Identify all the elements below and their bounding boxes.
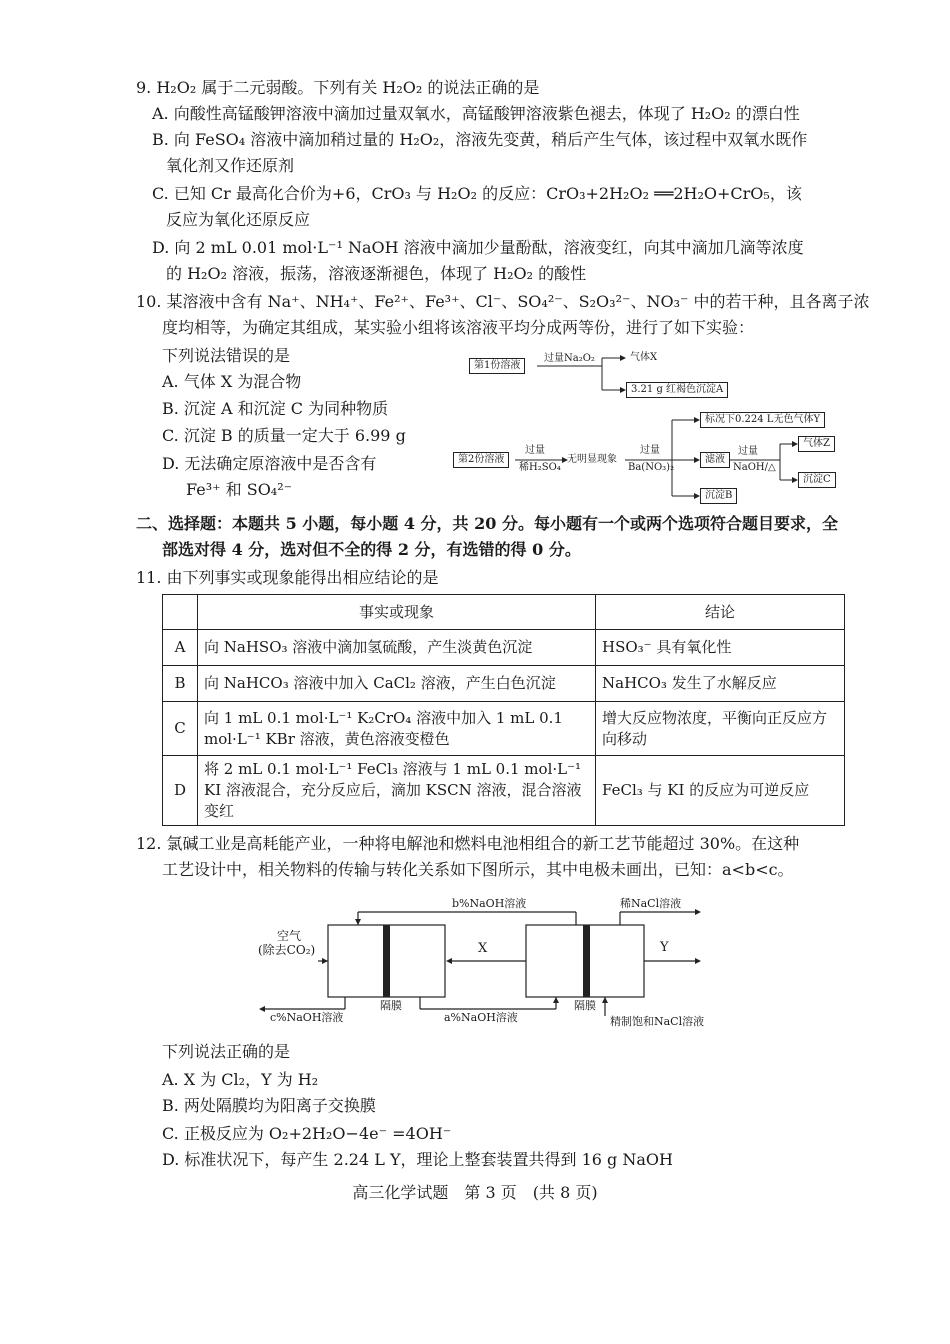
row-conclusion: 增大反应物浓度，平衡向正反应方向移动 bbox=[596, 702, 845, 756]
row-conclusion: FeCl₃ 与 KI 的反应为可逆反应 bbox=[596, 756, 845, 826]
q9-option-d-cont: 的 H₂O₂ 溶液，振荡，溶液逐渐褪色，体现了 H₂O₂ 的酸性 bbox=[166, 264, 587, 283]
q9-stem: 9. H₂O₂ 属于二元弱酸。下列有关 H₂O₂ 的说法正确的是 bbox=[136, 78, 540, 97]
flow-gas-z-box: 气体Z bbox=[798, 436, 835, 452]
label-membrane1: 隔膜 bbox=[380, 999, 402, 1012]
q9-option-d: D. 向 2 mL 0.01 mol·L⁻¹ NaOH 溶液中滴加少量酚酞，溶液变红，向其中滴加几滴等浓度 bbox=[152, 238, 804, 257]
label-y: Y bbox=[660, 940, 669, 955]
flow-reagent3a: 过量 bbox=[640, 445, 660, 456]
q9-option-a: A. 向酸性高锰酸钾溶液中滴加过量双氧水，高锰酸钾溶液紫色褪去，体现了 H₂O₂ 的漂白性 bbox=[152, 104, 800, 123]
q11-stem: 11. 由下列事实或现象能得出相应结论的是 bbox=[136, 568, 439, 587]
flow-part2-box: 第2份溶液 bbox=[453, 452, 509, 468]
label-x: X bbox=[478, 941, 488, 956]
q10-stem: 10. 某溶液中含有 Na⁺、NH₄⁺、Fe²⁺、Fe³⁺、Cl⁻、SO₄²⁻、S₂O₃²⁻、NO₃⁻ 中的若干种，且各离子浓 bbox=[136, 292, 870, 311]
q12-stem: 12. 氯碱工业是高耗能产业，一种将电解池和燃料电池相组合的新工艺节能超过 30%。在这种 bbox=[136, 834, 800, 853]
label-c-naoh: c%NaOH溶液 bbox=[270, 1011, 344, 1024]
label-a-naoh: a%NaOH溶液 bbox=[444, 1011, 518, 1024]
row-label: C bbox=[163, 702, 198, 756]
flow-reagent2a: 过量 bbox=[525, 445, 545, 456]
q9-option-c: C. 已知 Cr 最高化合价为+6，CrO₃ 与 H₂O₂ 的反应：CrO₃+2H₂O₂ ══2H₂O+CrO₅，该 bbox=[152, 184, 802, 203]
flow-ppt-b-box: 沉淀B bbox=[700, 488, 737, 504]
row-label: D bbox=[163, 756, 198, 826]
q12-option-b: B. 两处隔膜均为阳离子交换膜 bbox=[162, 1096, 376, 1115]
label-air: 空气 bbox=[277, 929, 302, 943]
q10-option-c: C. 沉淀 B 的质量一定大于 6.99 g bbox=[162, 426, 406, 445]
q9-option-b: B. 向 FeSO₄ 溶液中滴加稍过量的 H₂O₂，溶液先变黄，稍后产生气体，该过程中双氧水既作 bbox=[152, 130, 808, 149]
row-conclusion: HSO₃⁻ 具有氧化性 bbox=[596, 630, 845, 666]
flow-filtrate-box: 滤液 bbox=[700, 452, 730, 468]
q9-option-c-cont: 反应为氧化还原反应 bbox=[166, 210, 311, 229]
q12-ask: 下列说法正确的是 bbox=[162, 1042, 291, 1061]
table-header-conclusion: 结论 bbox=[596, 595, 845, 630]
flow-reagent4a: 过量 bbox=[738, 446, 758, 457]
label-sat-nacl: 精制饱和NaCl溶液 bbox=[610, 1015, 705, 1028]
table-header-fact: 事实或现象 bbox=[198, 595, 596, 630]
row-conclusion: NaHCO₃ 发生了水解反应 bbox=[596, 666, 845, 702]
label-dilute-nacl: 稀NaCl溶液 bbox=[620, 897, 682, 910]
q10-option-a: A. 气体 X 为混合物 bbox=[162, 372, 302, 391]
q12-option-d: D. 标准状况下，每产生 2.24 L Y，理论上整套装置共得到 16 g NaOH bbox=[162, 1150, 673, 1169]
flow-reagent1: 过量Na₂O₂ bbox=[544, 353, 595, 364]
label-membrane2: 隔膜 bbox=[574, 999, 596, 1012]
row-fact: 向 NaHSO₃ 溶液中滴加氢硫酸，产生淡黄色沉淀 bbox=[198, 630, 596, 666]
flow-part1-box: 第1份溶液 bbox=[469, 358, 525, 374]
row-fact: 向 NaHCO₃ 溶液中加入 CaCl₂ 溶液，产生白色沉淀 bbox=[198, 666, 596, 702]
row-label: A bbox=[163, 630, 198, 666]
q10-ask: 下列说法错误的是 bbox=[162, 346, 291, 365]
q10-option-d: D. 无法确定原溶液中是否含有 bbox=[162, 454, 377, 473]
q12-option-a: A. X 为 Cl₂，Y 为 H₂ bbox=[162, 1070, 319, 1089]
q10-option-b: B. 沉淀 A 和沉淀 C 为同种物质 bbox=[162, 399, 389, 418]
flow-ppt-a-box: 3.21 g 红褐色沉淀A bbox=[626, 382, 728, 398]
page-footer: 高三化学试题 第 3 页 (共 8 页) bbox=[352, 1183, 598, 1202]
row-fact: 将 2 mL 0.1 mol·L⁻¹ FeCl₃ 溶液与 1 mL 0.1 mol·L⁻¹ KI 溶液混合，充分反应后，滴加 KSCN 溶液，混合溶液变红 bbox=[198, 756, 596, 826]
label-b-naoh: b%NaOH溶液 bbox=[452, 897, 527, 910]
flow-gas-x: 气体X bbox=[630, 352, 658, 363]
flow-reagent4b: NaOH/△ bbox=[733, 462, 776, 473]
flow-no-phenomenon: 无明显现象 bbox=[567, 454, 617, 465]
flow-gas-y-box: 标况下0.224 L无色气体Y bbox=[700, 412, 825, 428]
row-fact: 向 1 mL 0.1 mol·L⁻¹ K₂CrO₄ 溶液中加入 1 mL 0.1 mol·L⁻¹ KBr 溶液，黄色溶液变橙色 bbox=[198, 702, 596, 756]
flow-ppt-c-box: 沉淀C bbox=[798, 472, 836, 488]
q10-stem-cont: 度均相等，为确定其组成，某实验小组将该溶液平均分成两等份，进行了如下实验： bbox=[162, 318, 755, 337]
section2-header-cont: 部选对得 4 分，选对但不全的得 2 分，有选错的得 0 分。 bbox=[162, 540, 581, 559]
section2-header: 二、选择题：本题共 5 小题，每小题 4 分，共 20 分。每小题有一个或两个选项符合题目要求，全 bbox=[136, 514, 838, 533]
q12-stem-cont: 工艺设计中，相关物料的传输与转化关系如下图所示，其中电极未画出，已知：a<b<c。 bbox=[162, 860, 794, 879]
q12-option-c: C. 正极反应为 O₂+2H₂O−4e⁻ =4OH⁻ bbox=[162, 1124, 452, 1143]
label-remove-co2: (除去CO₂) bbox=[258, 943, 316, 957]
flow-reagent3b: Ba(NO₃)₂ bbox=[628, 462, 675, 473]
q9-option-b-cont: 氧化剂又作还原剂 bbox=[166, 156, 295, 175]
q10-option-d-cont: Fe³⁺ 和 SO₄²⁻ bbox=[186, 480, 293, 499]
row-label: B bbox=[163, 666, 198, 702]
flow-reagent2b: 稀H₂SO₄ bbox=[519, 462, 561, 473]
